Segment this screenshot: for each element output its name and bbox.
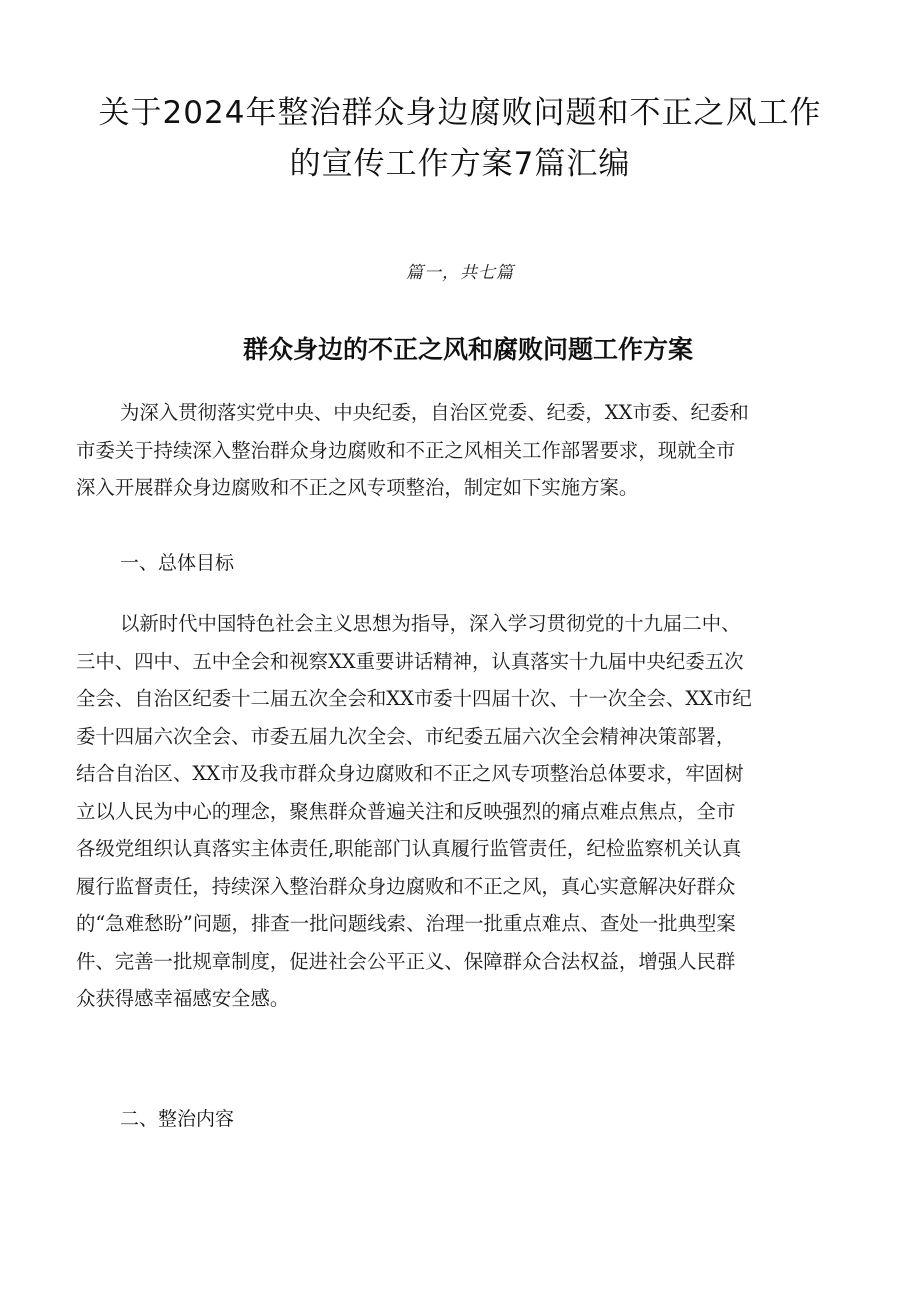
intro-line-3: 深入开展群众身边腐败和不正之风专项整治，制定如下实施方案。 [76, 476, 639, 499]
goal-line-7: 各级党组织认真落实主体责任,职能部门认真履行监管责任，纪检监察机关认真 [76, 837, 742, 860]
intro-paragraph [76, 394, 876, 507]
goal-line-3: 全会、自治区纪委十二届五次全会和XX市委十四届十次、十一次全会、XX市纪 [76, 687, 752, 710]
goal-paragraph [76, 605, 876, 1018]
goal-line-10: 件、完善一批规章制度，促进社会公平正义、保障群众合法权益，增强人民群 [76, 949, 736, 973]
section-title: 群众身边的不正之风和腐败问题工作方案 [242, 335, 693, 364]
document-title-line-1: 关于2024年整治群众身边腐败问题和不正之风工作 [98, 95, 822, 131]
goal-line-9: 的“急难愁盼”问题，排查一批问题线索、治理一批重点难点、查处一批典型案 [76, 912, 736, 935]
goal-line-1: 以新时代中国特色社会主义思想为指导，深入学习贯彻党的十九届二中、 [120, 612, 741, 635]
heading-overall-goal: 一、总体目标 [120, 552, 235, 574]
document-title-line-2: 的宣传工作方案7篇汇编 [289, 146, 631, 182]
heading-rectification-content: 二、整治内容 [120, 1108, 235, 1130]
goal-line-11: 众获得感幸福感安全感。 [76, 987, 290, 1010]
part-label: 篇一，共七篇 [406, 263, 514, 283]
goal-line-4: 委十四届六次全会、市委五届九次全会、市纪委五届六次全会精神决策部署， [76, 724, 736, 748]
goal-line-2: 三中、四中、五中全会和视察XX重要讲话精神，认真落实十九届中央纪委五次 [76, 649, 744, 673]
intro-line-1: 为深入贯彻落实党中央、中央纪委，自治区党委、纪委，XX市委、纪委和 [120, 401, 749, 424]
goal-line-5: 结合自治区、XX市及我市群众身边腐败和不正之风专项整治总体要求，牢固树 [76, 762, 744, 785]
goal-line-8: 履行监督责任，持续深入整治群众身边腐败和不正之风，真心实意解决好群众 [76, 874, 736, 898]
goal-line-6: 立以人民为中心的理念，聚焦群众普遍关注和反映强烈的痛点难点焦点，全市 [76, 799, 736, 823]
intro-line-2: 市委关于持续深入整治群众身边腐败和不正之风相关工作部署要求，现就全市 [76, 438, 736, 462]
document-title [60, 88, 860, 190]
